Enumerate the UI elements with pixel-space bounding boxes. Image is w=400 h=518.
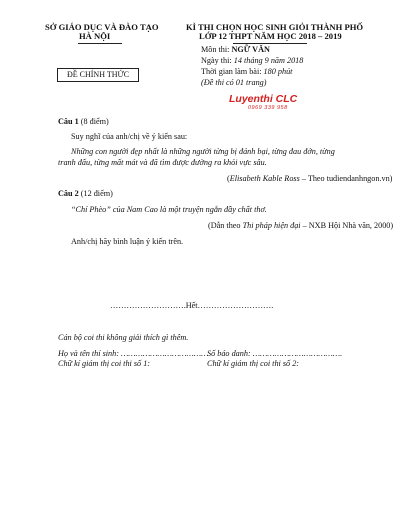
date-value: 14 tháng 9 năm 2018 — [233, 56, 304, 65]
header-left-rule — [78, 43, 122, 44]
question2-points: (12 điểm) — [78, 189, 113, 198]
question1-source-open: ( — [227, 174, 230, 183]
question1-source — [227, 174, 392, 183]
question2-source-rest: – NXB Hội Nhà văn, 2000) — [300, 221, 394, 230]
candidate-name-field: Họ và tên thí sinh: ……………………………… — [58, 349, 209, 358]
question1-title: Câu 1 — [58, 117, 79, 126]
dept-name: SỞ GIÁO DỤC VÀ ĐÀO TẠO — [45, 22, 159, 32]
duration-value: 180 phút — [263, 67, 293, 76]
duration-line — [201, 67, 292, 76]
city-name: HÀ NỘI — [79, 31, 111, 41]
question1-quote-line1: Những con người đẹp nhất là những người từng bị đánh bại, từng đau đớn, từng — [71, 147, 335, 156]
header-right-rule — [233, 43, 307, 44]
question2-title: Câu 2 — [58, 189, 79, 198]
exam-title: KÌ THI CHỌN HỌC SINH GIỎI THÀNH PHỐ — [186, 22, 364, 32]
watermark-title: Luyenthi CLC — [229, 93, 298, 105]
date-label: Ngày thi: — [201, 56, 234, 65]
watermark-phone: 0969 339 958 — [248, 105, 288, 111]
question1-prompt: Suy nghĩ của anh/chị về ý kiến sau: — [71, 132, 188, 141]
pages-note: (Đề thi có 01 trang) — [201, 78, 267, 87]
question1-quote-line2: tranh đấu, từng mất mát và đã tìm được đường ra khỏi vực sâu. — [58, 158, 267, 167]
official-exam-label: ĐỀ CHÍNH THỨC — [57, 68, 139, 82]
question1-source-author: Elisabeth Kable Ross — [229, 174, 300, 183]
question2-quote: “Chí Phèo” của Nam Cao là một truyện ngắn đầy chất thơ. — [71, 205, 267, 214]
question2-source — [208, 221, 393, 230]
invigilator2-signature-field: Chữ kí giám thị coi thi số 2: — [207, 359, 300, 368]
invigilator1-signature-field: Chữ kí giám thị coi thi số 1: — [58, 359, 151, 368]
subject-line — [201, 45, 270, 54]
date-line — [201, 56, 303, 65]
question2-source-book: Thi pháp hiện đại — [242, 221, 301, 230]
question2-heading — [58, 189, 113, 198]
candidate-number-field: Số báo danh: ………………………………. — [207, 349, 343, 358]
duration-label: Thời gian làm bài: — [201, 67, 264, 76]
question2-task: Anh/chị hãy bình luận ý kiến trên. — [71, 237, 184, 246]
question1-heading — [58, 117, 109, 126]
question1-points: (8 điểm) — [78, 117, 109, 126]
question1-source-rest: – Theo tudiendanhngon.vn) — [299, 174, 393, 183]
subject-value: NGỮ VĂN — [231, 45, 270, 54]
subject-label: Môn thi: — [201, 45, 232, 54]
question2-source-open: (Dẫn theo — [208, 221, 243, 230]
invigilator-note: Cán bộ coi thi không giải thích gì thêm. — [58, 333, 189, 342]
exam-subtitle: LỚP 12 THPT NĂM HỌC 2018 – 2019 — [199, 31, 342, 41]
end-marker: ……………………….Hết………………………. — [110, 301, 274, 310]
